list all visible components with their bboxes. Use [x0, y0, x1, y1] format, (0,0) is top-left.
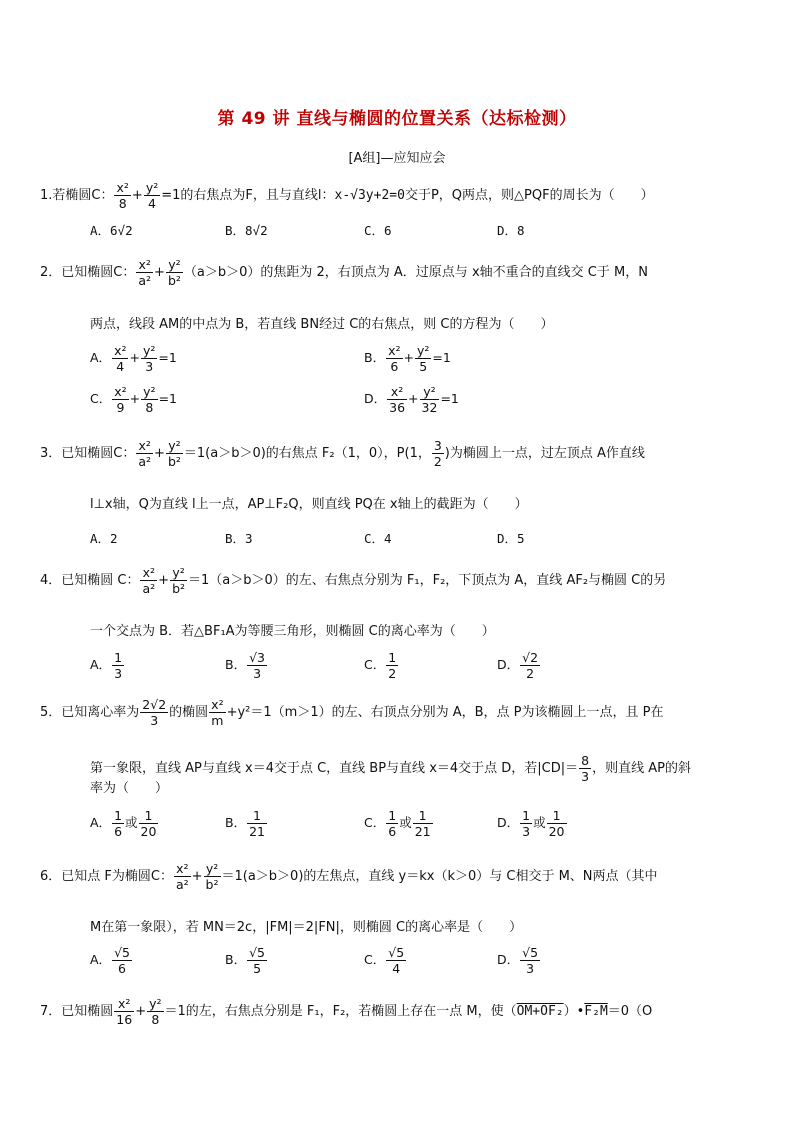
q2-option-c: C． $\frac{\text{x²}}{9}$ + $\frac{\text{y²}}{8}$ =1 — [90, 384, 177, 415]
q1-option-a: A．6√2 — [90, 223, 133, 238]
question-2: 2．已知椭圆C： $\frac{\text{x²}}{\text{a²}}$ + $\frac{\text{y²}}{\text{b²}}$ （a＞b＞0）的焦距为 2，右顶点为 A．过原点与 x轴不重合的直线交 C于 M，N — [40, 257, 648, 288]
q6-option-a: A． $\frac{√5}{6}$ — [90, 945, 130, 976]
question-5-line-2: 第一象限，直线 AP与直线 x＝4交于点 C，直线 BP与直线 x＝4交于点 D，若|CD|＝ $\frac{8}{3}$ ，则直线 AP的斜 — [90, 753, 691, 784]
q3-option-c: C．4 — [364, 531, 392, 546]
question-5: 5．已知离心率为 $\frac{2√2}{3}$ 的椭圆 $\frac{\text{x²}}{m}$ +y²＝1（m＞1）的左、右顶点分别为 A，B，点 P为该椭圆上一点，且 P在 — [40, 697, 664, 728]
vector-om-of2: OM+OF₂ — [516, 1004, 564, 1019]
question-6: 6．已知点 F为椭圆C： $\frac{\text{x²}}{\text{a²}}$ + $\frac{\text{y²}}{\text{b²}}$ ＝1(a＞b＞0)的左焦点，直线 y＝kx（k＞0）与 C相交于 M、N两点（其中 — [40, 861, 658, 892]
q1-text-b: 的右焦点为F，且与直线l： — [180, 188, 335, 203]
q4-option-c: C． $\frac{1}{2}$ — [364, 650, 397, 681]
q4-option-b: B． $\frac{√3}{3}$ — [225, 650, 265, 681]
q2-option-b: B． $\frac{\text{x²}}{6}$ + $\frac{\text{y²}}{5}$ =1 — [364, 343, 451, 374]
question-4-line-2: 一个交点为 B．若△BF₁A为等腰三角形，则椭圆 C的离心率为（ ） — [90, 624, 495, 639]
question-3: 3．已知椭圆C： $\frac{\text{x²}}{\text{a²}}$ + $\frac{\text{y²}}{\text{b²}}$ ＝1(a＞b＞0)的右焦点 F₂（1，0），P(1， $\frac{3}{2}$ )为椭圆上一点，过左顶点 A作直线 — [40, 438, 645, 469]
q2-option-d: D． $\frac{\text{x²}}{36}$ + $\frac{\text{y²}}{32}$ =1 — [364, 384, 459, 415]
question-6-line-2: M在第一象限），若 MN＝2c，|FM|＝2|FN|，则椭圆 C的离心率是（ ） — [90, 920, 523, 935]
question-4: 4．已知椭圆 C： $\frac{\text{x²}}{\text{a²}}$ + $\frac{\text{y²}}{\text{b²}}$ ＝1（a＞b＞0）的左、右焦点分别为 F₁，F₂，下顶点为 A，直线 AF₂与椭圆 C的另 — [40, 565, 667, 596]
question-3-line-2: l⊥x轴，Q为直线 l上一点，AP⊥F₂Q，则直线 PQ在 x轴上的截距为（ ） — [90, 497, 528, 512]
q4-option-d: D． $\frac{√2}{2}$ — [497, 650, 539, 681]
page-title: 第 49 讲 直线与椭圆的位置关系（达标检测） — [217, 109, 577, 129]
q1-option-c: C．6 — [364, 223, 392, 238]
q5-option-c: C． $\frac{1}{6}$ 或 $\frac{1}{21}$ — [364, 808, 431, 839]
q2-option-a: A． $\frac{\text{x²}}{4}$ + $\frac{\text{y²}}{3}$ =1 — [90, 343, 177, 374]
question-1: 1.若椭圆C： $\frac{\text{x²}}{8}$ + $\frac{\text{y²}}{4}$ =1的右焦点为F，且与直线l：x-√3y+2=0交于P，Q两点，则△PQF的周长为（ ） — [40, 180, 654, 211]
q1-option-b: B．8√2 — [225, 223, 268, 238]
q6-option-b: B． $\frac{√5}{5}$ — [225, 945, 265, 976]
q6-option-c: C． $\frac{√5}{4}$ — [364, 945, 405, 976]
frac-x2-8: $\frac{\text{x²}}{8}$ — [116, 180, 129, 211]
q4-option-a: A． $\frac{1}{3}$ — [90, 650, 123, 681]
q5-option-b: B． $\frac{1}{21}$ — [225, 808, 265, 839]
vector-f2m: F₂M — [584, 1004, 608, 1019]
q5-option-a: A． $\frac{1}{6}$ 或 $\frac{1}{20}$ — [90, 808, 157, 839]
q1-line-eq: x-√3y+2=0 — [334, 188, 405, 203]
question-2-line-2: 两点，线段 AM的中点为 B，若直线 BN经过 C的右焦点，则 C的方程为（ ） — [90, 317, 554, 332]
q3-option-a: A．2 — [90, 531, 118, 546]
frac-y2-4: $\frac{\text{y²}}{4}$ — [145, 180, 159, 211]
section-subtitle: [A组]—应知应会 — [348, 151, 446, 166]
question-5-line-3: 率为（ ） — [90, 781, 169, 796]
q5-option-d: D． $\frac{1}{3}$ 或 $\frac{1}{20}$ — [497, 808, 565, 839]
q1-text-a: 1.若椭圆C： — [40, 188, 114, 203]
q1-option-d: D．8 — [497, 223, 525, 238]
q6-option-d: D． $\frac{√5}{3}$ — [497, 945, 539, 976]
q1-text-d: 交于P，Q两点，则△PQF的周长为（ ） — [404, 188, 654, 203]
q3-option-b: B．3 — [225, 531, 253, 546]
question-7: 7．已知椭圆 $\frac{\text{x²}}{16}$ + $\frac{\text{y²}}{8}$ ＝1的左，右焦点分别是 F₁，F₂，若椭圆上存在一点 M，使（OM+OF₂）•F₂M＝0（O — [40, 996, 653, 1027]
q3-option-d: D．5 — [497, 531, 525, 546]
